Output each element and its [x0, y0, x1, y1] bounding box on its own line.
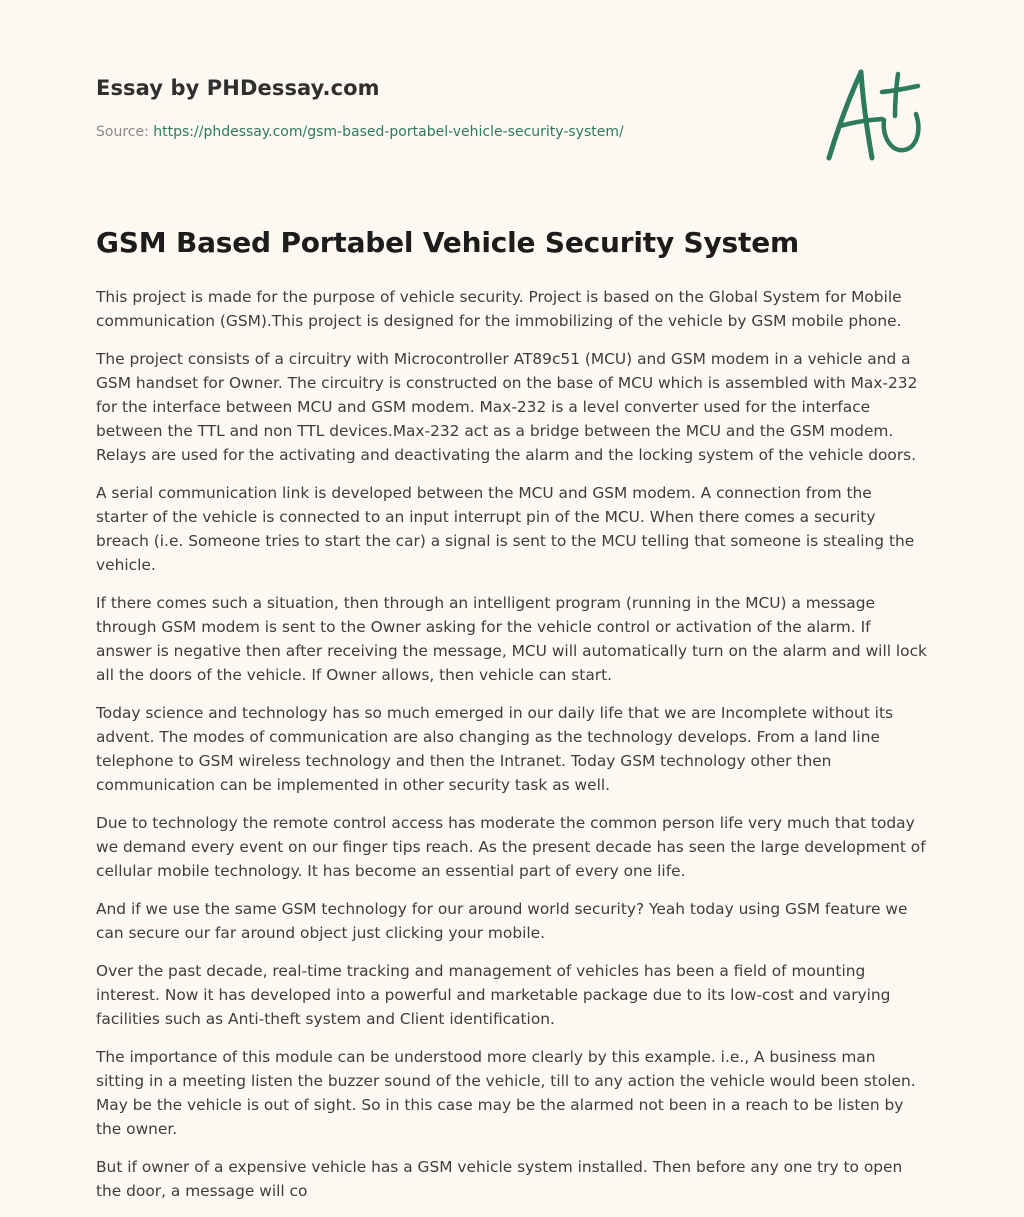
- essay-paragraph: The importance of this module can be understood more clearly by this example. i.e., A business man sitting in a meeting listen the buzzer sound of the vehicle, till to any action the vehicle would been stolen. May be the vehicle is out of sight. So in this case may be the alarmed not been in a reach to be listen by the owner.: [96, 1048, 916, 1138]
- source-line: [96, 124, 624, 140]
- essay-body: [96, 285, 928, 1217]
- essay-paragraph: This project is made for the purpose of vehicle security. Project is based on the Global System for Mobile communication (GSM).This project is designed for the immobilizing of the vehicle by GSM mobile phone.: [96, 288, 902, 330]
- essay-paragraph: Due to technology the remote control access has moderate the common person life very much that today we demand every event on our finger tips reach. As the present decade has seen the large development of cellular mobile technology. It has become an essential part of every one life.: [96, 814, 926, 880]
- essay-paragraph: The project consists of a circuitry with Microcontroller AT89c51 (MCU) and GSM modem in a vehicle and a GSM handset for Owner. The circuitry is constructed on the base of MCU which is assembled with Max-232 for the interface between MCU and GSM modem. Max-232 is a level converter used for the interface between the TTL and non TTL devices.Max-232 act as a bridge between the MCU and the GSM modem. Relays are used for the activating and deactivating the alarm and the locking system of the vehicle doors.: [96, 350, 918, 464]
- essay-paragraph: And if we use the same GSM technology for our around world security? Yeah today using GSM feature we can secure our far around object just clicking your mobile.: [96, 900, 908, 942]
- essay-paragraph: Today science and technology has so much emerged in our daily life that we are Incomplete without its advent. The modes of communication are also changing as the technology develops. From a land line telephone to GSM wireless technology and then the Intranet. Today GSM technology other then communication can be implemented in other security task as well.: [96, 704, 893, 794]
- essay-paragraph: A serial communication link is developed between the MCU and GSM modem. A connection from the starter of the vehicle is connected to an input interrupt pin of the MCU. When there comes a security breach (i.e. Someone tries to start the car) a signal is sent to the MCU telling that someone is stealing the vehicle.: [96, 484, 915, 574]
- essay-paragraph: But if owner of a expensive vehicle has a GSM vehicle system installed. Then before any one try to open the door, a message will co: [96, 1158, 903, 1200]
- source-link[interactable]: https://phdessay.com/gsm-based-portabel-vehicle-security-system/: [153, 124, 624, 140]
- site-brand: Essay by PHDessay.com: [96, 76, 380, 100]
- essay-title: GSM Based Portabel Vehicle Security System: [96, 226, 799, 259]
- essay-paragraph: If there comes such a situation, then through an intelligent program (running in the MCU) a message through GSM modem is sent to the Owner asking for the vehicle control or activation of the alarm. If answer is negative then after receiving the message, MCU will automatically turn on the alarm and will lock all the doors of the vehicle. If Owner allows, then vehicle can start.: [96, 594, 927, 684]
- source-label: Source:: [96, 124, 149, 140]
- a-plus-logo-icon: [820, 66, 930, 166]
- essay-paragraph: Over the past decade, real-time tracking and management of vehicles has been a field of mounting interest. Now it has developed into a powerful and marketable package due to its low-cost and varying facilities such as Anti-theft system and Client identification.: [96, 962, 891, 1028]
